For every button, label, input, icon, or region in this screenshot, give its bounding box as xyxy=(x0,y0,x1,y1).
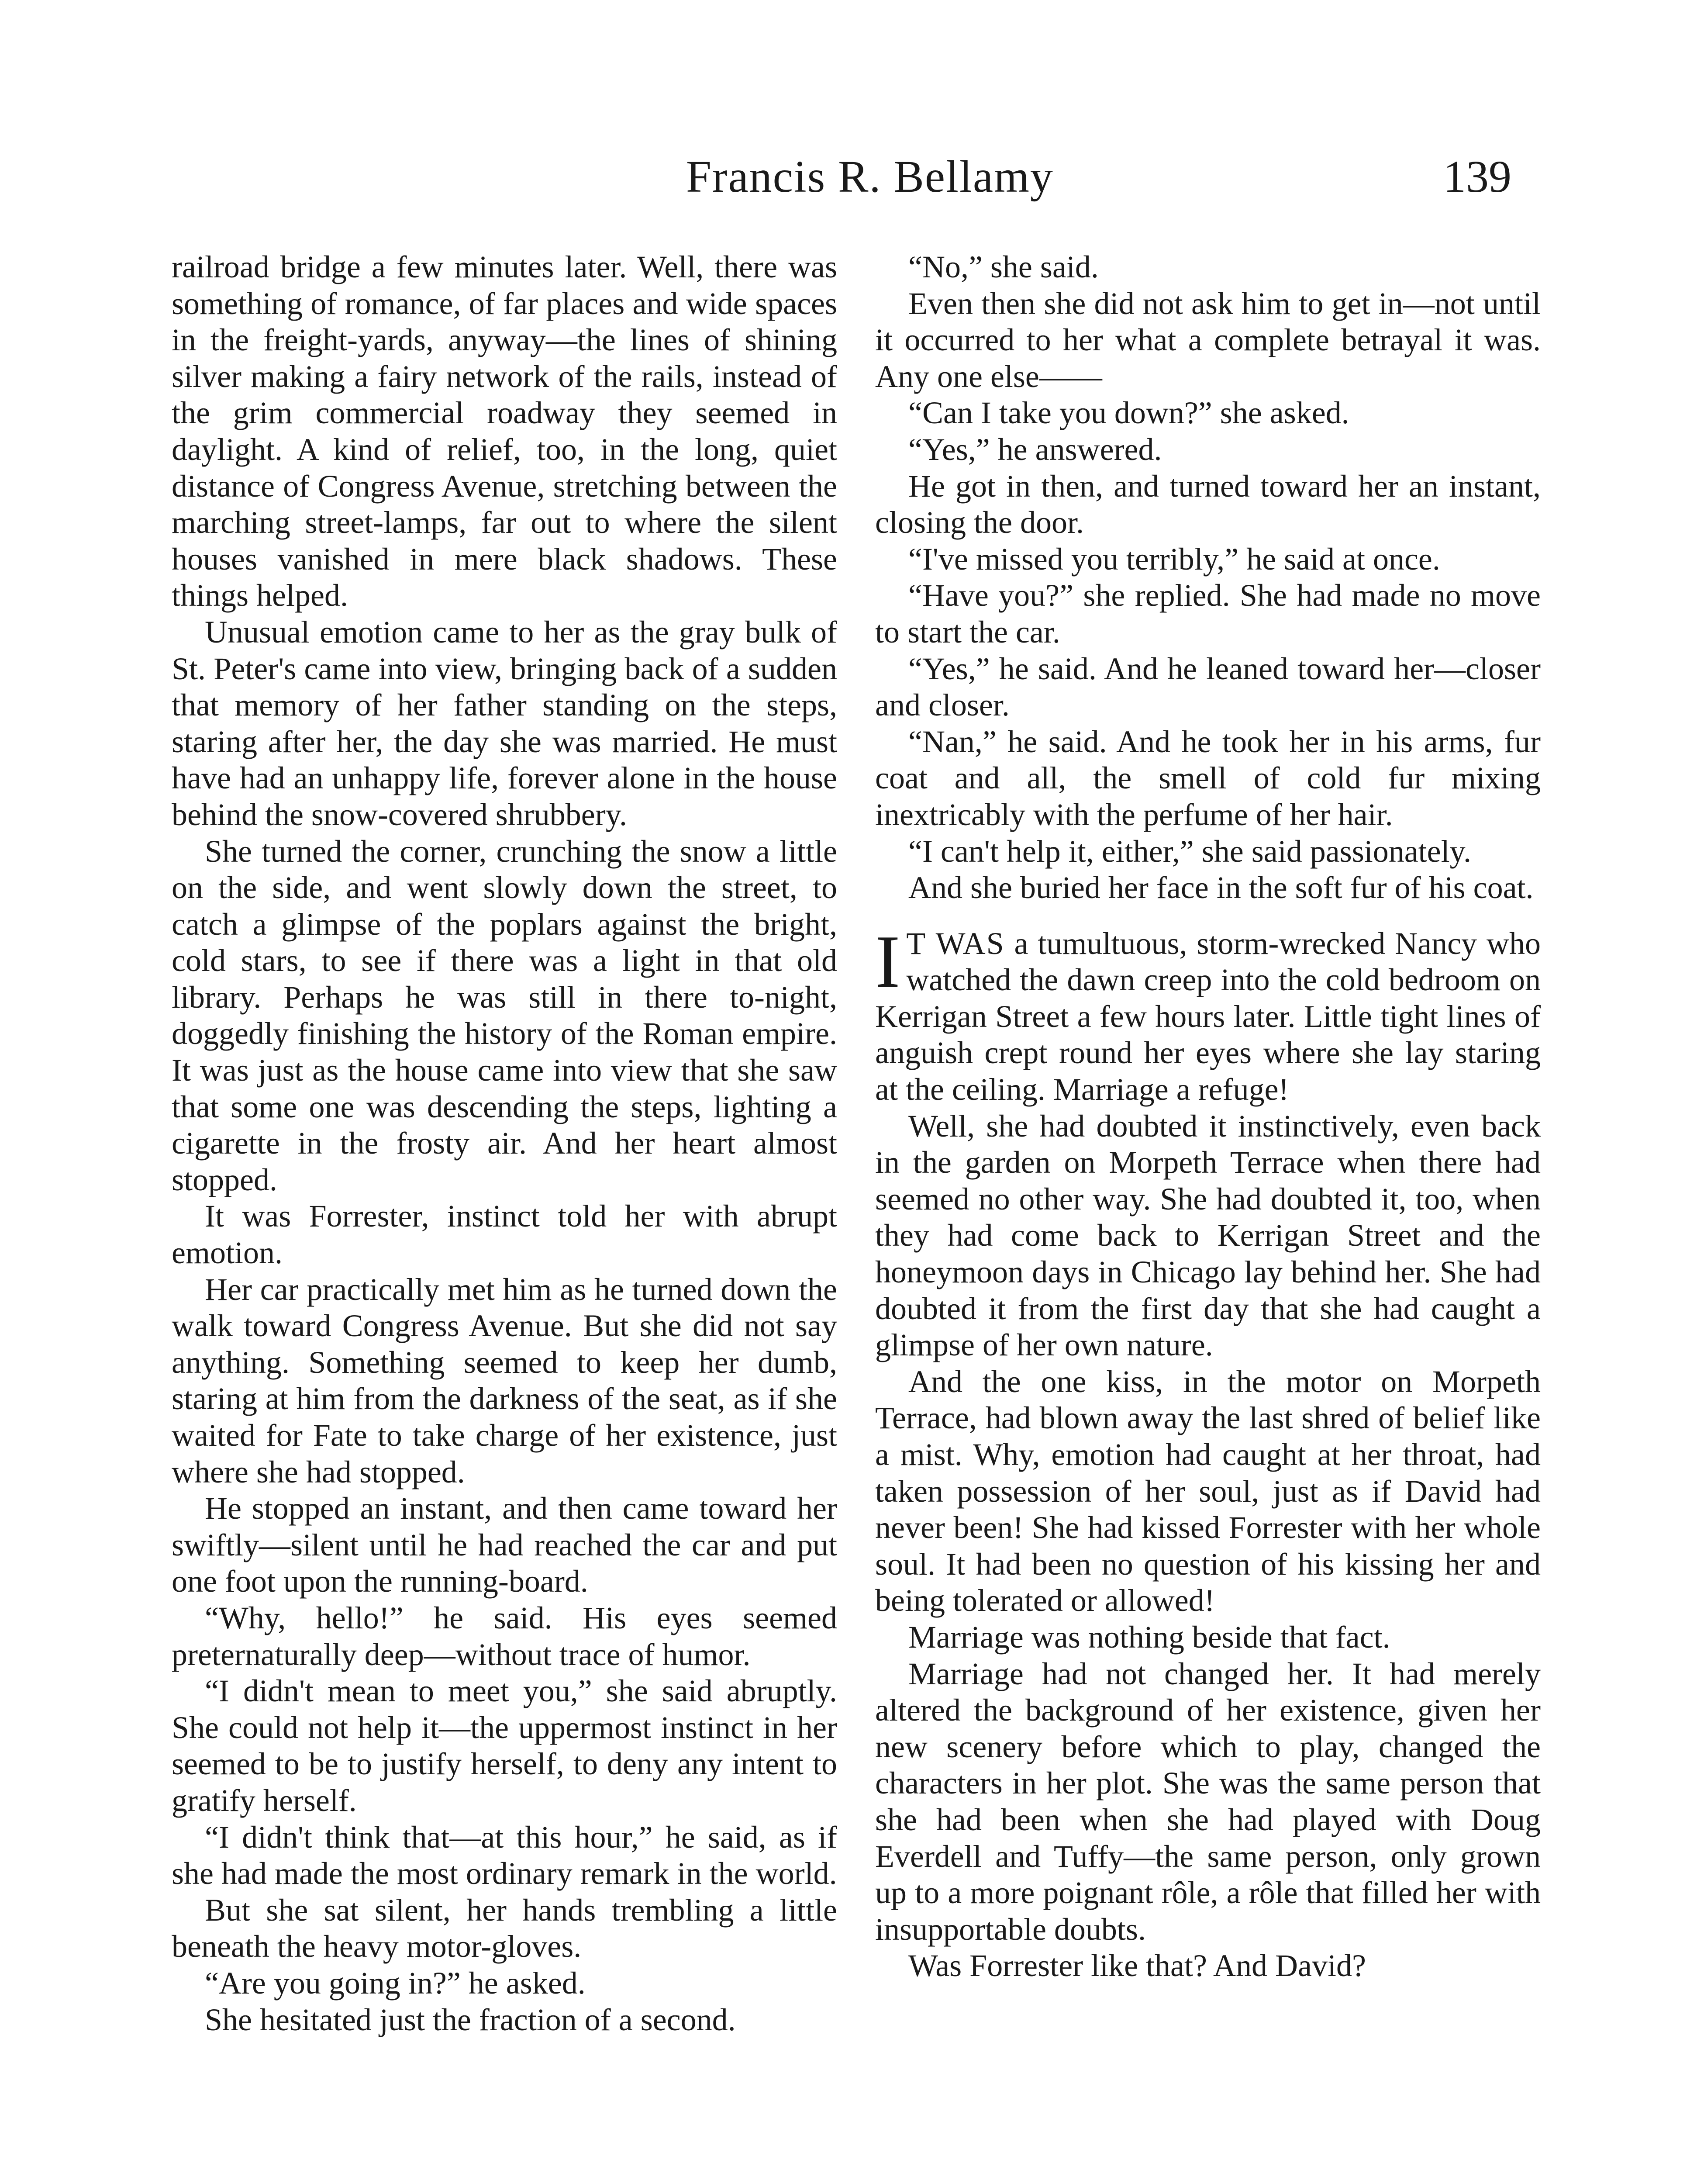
paragraph: He stopped an instant, and then came toward her swiftly—silent until he had reached the car and put one foot upon the running-board. xyxy=(172,1491,837,1599)
paragraph: “Can I take you down?” she asked. xyxy=(908,395,1349,431)
section-lead: T WAS xyxy=(906,926,1005,961)
paragraph: Her car practically met him as he turned down the walk toward Congress Avenue. But she did not say anything. Something seemed to keep her dumb, staring at him from the darkness of the seat, as if she waited for Fate to take charge of her existence, just where she had stopped. xyxy=(172,1272,837,1489)
paragraph: “I didn't think that—at this hour,” he said, as if she had made the most ordinary remark in the world. xyxy=(172,1819,837,1891)
paragraph: “I can't help it, either,” she said passionately. xyxy=(908,833,1471,869)
section-opening-paragraph xyxy=(875,920,1541,1108)
paragraph: It was Forrester, instinct told her with abrupt emotion. xyxy=(172,1199,837,1271)
paragraph: railroad bridge a few minutes later. Well, there was something of romance, of far places and wide spaces in the freight-yards, anyway—the lines of shining silver making a fairy network of the rails, instead of the grim commercial roadway they seemed in daylight. A kind of relief, too, in the long, quiet distance of Congress Avenue, stretching between the marching street-lamps, far out to where the silent houses vanished in mere black shadows. These things helped. xyxy=(172,249,837,613)
paragraph: “Yes,” he answered. xyxy=(908,432,1162,467)
paragraph: “I've missed you terribly,” he said at once. xyxy=(908,541,1440,577)
paragraph: “I didn't mean to meet you,” she said abruptly. She could not help it—the uppermost instinct in her seemed to be to justify herself, to deny any intent to gratify herself. xyxy=(172,1673,837,1818)
paragraph: But she sat silent, her hands trembling a little beneath the heavy motor-gloves. xyxy=(172,1892,837,1964)
paragraph: “Why, hello!” he said. His eyes seemed preternaturally deep—without trace of humor. xyxy=(172,1600,837,1672)
paragraph: She hesitated just the fraction of a second. xyxy=(205,2002,736,2037)
section-text: a tumultuous, storm-wrecked Nancy who watched the dawn creep into the cold bedroom on Kerrigan Street a few hours later. Little tight lines of anguish crept round her eyes where she lay staring at the ceiling. Marriage a refuge! xyxy=(875,926,1541,1107)
running-header-author: Francis R. Bellamy xyxy=(686,152,1054,202)
right-column xyxy=(875,249,1541,1984)
paragraph: Marriage had not changed her. It had merely altered the background of her existence, given her new scenery before which to play, changed the characters in her plot. She was the same person that she had been when she had played with Doug Everdell and Tuffy—the same person, only grown up to a more poignant rôle, a rôle that filled her with insupportable doubts. xyxy=(875,1656,1541,1947)
paragraph: “Are you going in?” he asked. xyxy=(205,1965,586,2001)
left-column xyxy=(172,249,837,2038)
paragraph: He got in then, and turned toward her an instant, closing the door. xyxy=(875,468,1541,540)
paragraph: Unusual emotion came to her as the gray bulk of St. Peter's came into view, bringing back of a sudden that memory of her father standing on the steps, staring after her, the day she was married. He must have had an unhappy life, forever alone in the house behind the snow-covered shrubbery. xyxy=(172,614,837,832)
paragraph: Well, she had doubted it instinctively, even back in the garden on Morpeth Terrace when there had seemed no other way. She had doubted it, too, when they had come back to Kerrigan Street and the honeymoon days in Chicago lay behind her. She had doubted it from the first day that she had caught a glimpse of her own nature. xyxy=(875,1108,1541,1363)
paragraph: Even then she did not ask him to get in—not until it occurred to her what a complete betrayal it was. Any one else—— xyxy=(875,286,1541,394)
paragraph: Was Forrester like that? And David? xyxy=(908,1948,1366,1984)
paragraph: And she buried her face in the soft fur of his coat. xyxy=(908,870,1534,905)
paragraph: She turned the corner, crunching the snow a little on the side, and went slowly down the street, to catch a glimpse of the poplars against the bright, cold stars, to see if there was a light in that old library. Perhaps he was still in there to-night, doggedly finishing the history of the Roman empire. It was just as the house came into view that she saw that some one was descending the steps, lighting a cigarette in the frosty air. And her heart almost stopped. xyxy=(172,833,837,1197)
paragraph: And the one kiss, in the motor on Morpeth Terrace, had blown away the last shred of belief like a mist. Why, emotion had caught at her throat, had taken possession of her soul, just as if David had never been! She had kissed Forrester with her whole soul. It had been no question of his kissing her and being tolerated or allowed! xyxy=(875,1364,1541,1618)
paragraph: “Have you?” she replied. She had made no move to start the car. xyxy=(875,578,1541,650)
paragraph: “No,” she said. xyxy=(908,249,1099,284)
paragraph: Marriage was nothing beside that fact. xyxy=(908,1619,1390,1655)
page-number: 139 xyxy=(1443,152,1511,202)
paragraph: “Nan,” he said. And he took her in his arms, fur coat and all, the smell of cold fur mixing inextricably with the perfume of her hair. xyxy=(875,724,1541,832)
drop-cap: I xyxy=(875,920,900,1003)
paragraph: “Yes,” he said. And he leaned toward her—closer and closer. xyxy=(875,651,1541,723)
